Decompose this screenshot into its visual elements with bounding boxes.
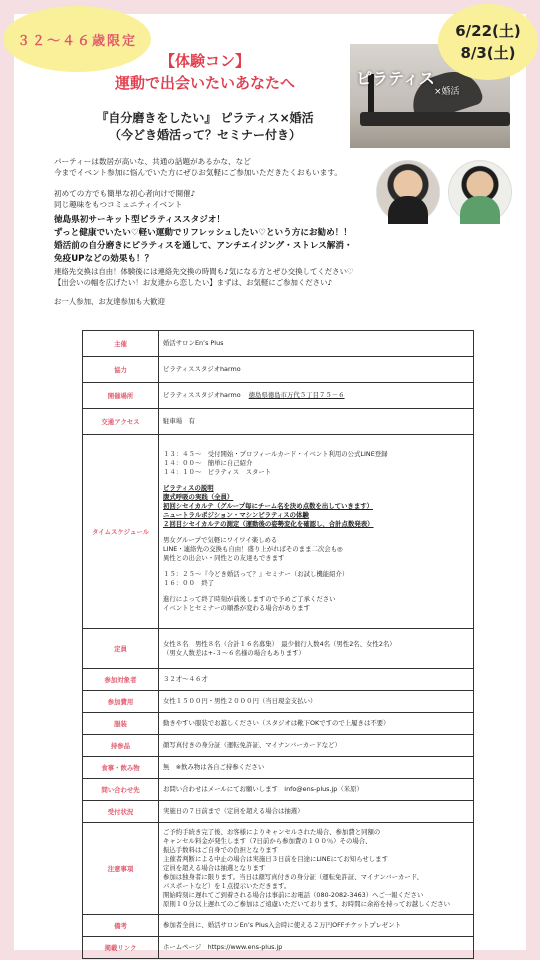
table-row	[83, 383, 474, 409]
title-line-1: 【体験コン】	[159, 52, 250, 70]
photo-caption: ピラティス	[356, 69, 435, 88]
caution-line: キャンセル料金が発生します（7日前から参加費の１００％）その場合、	[163, 837, 372, 845]
intro-line: パーティーは数居が高いな、共通の話題があるかな、など	[54, 157, 251, 166]
table-row	[83, 735, 474, 757]
event-date-1: 6/22(土)	[455, 22, 521, 40]
schedule-item: １６：００ 終了	[163, 579, 215, 587]
caution-line: 主催者判断による中止の場合は実施日３日前を目途にLINEにてお知らせします	[163, 855, 388, 863]
capacity-header: 定員	[83, 629, 159, 669]
schedule-item: １５：２５～『今どき婚活って？』セミナー（お試し機能紹介）	[163, 570, 349, 578]
organizer-header: 主催	[83, 331, 159, 357]
intro-text	[54, 156, 374, 220]
highlight-line: 婚活前の自分磨きにピラティスを通して、アンチエイジング・ストレス解消・	[54, 241, 353, 251]
capacity-line: 女性８名 男性８名（合計１６名募集） 最少催行人数4名（男性2名、女性2名）	[163, 639, 396, 648]
remarks-value: 参加者全員に、婚活サロンEn’s Plus入会時に使える２万円OFFチケットプレゼント	[159, 915, 474, 937]
capacity-line: （男女人数差は+-３～６名様の場合もあります）	[163, 648, 305, 657]
contact-value: お問い合わせはメールにてお願いします info@ens-plus.jp（米原）	[159, 779, 474, 801]
homepage-link[interactable]: ホームページ https://www.ens-plus.jp	[159, 937, 474, 959]
schedule-item: イベントとセミナーの順番が変わる場合があります	[163, 604, 310, 612]
table-row	[83, 713, 474, 735]
remarks-header: 備考	[83, 915, 159, 937]
schedule-item: 異性との出会い・同性との友達もできます	[163, 554, 285, 562]
fee-header: 参加費用	[83, 691, 159, 713]
caution-value	[159, 823, 474, 915]
table-row	[83, 435, 474, 629]
access-value: 駐車場 有	[159, 409, 474, 435]
schedule-item: 進行によって終了時刻が前後しますので予めご了承ください	[163, 595, 336, 603]
items-header: 持参品	[83, 735, 159, 757]
caution-line: 振込手数料はご自身での負担となります	[163, 846, 279, 854]
link-header: 掲載リンク	[83, 937, 159, 959]
note-line: 【出会いの幅を広げたい！お友達から恋したい】まずは、お気軽にご参加ください♪	[54, 278, 333, 287]
table-row	[83, 823, 474, 915]
table-row	[83, 937, 474, 959]
staff-photo-2-body	[460, 196, 500, 224]
event-date-badge	[438, 4, 538, 80]
note-line: 連絡先交換は自由！体験後には連絡先交換の時間も♪気になる方とぜひ交換してください♡	[54, 267, 354, 276]
dress-value: 動きやすい服装でお越しください（スタジオは靴下OKですので上履きは不要）	[159, 713, 474, 735]
subtitle-line-2: （今どき婚活って？セミナー付き）	[108, 128, 301, 142]
table-row	[83, 629, 474, 669]
intro-paragraph-2	[54, 188, 374, 210]
schedule-item: ピラティスの説明	[163, 484, 214, 492]
event-date-2: 8/3(土)	[460, 44, 516, 62]
access-header: 交通アクセス	[83, 409, 159, 435]
caution-line: ご予約手続き完了後、お客様によりキャンセルされた場合、参加費と同額の	[163, 828, 381, 836]
reformer-machine	[360, 112, 510, 126]
food-value: 無 ※飲み物は各自ご持参ください	[159, 757, 474, 779]
intro-line: 今までイベント参加に悩んでいた方にぜひお気軽にご参加いただきたくおもいます。	[54, 168, 342, 177]
schedule-item: ニュートラルポジション・マシンピラティスの体験	[163, 511, 309, 519]
subtitle-line-1: 『自分磨きをしたい』 ピラティス×婚活	[96, 111, 314, 125]
welcome-note: お一人参加、お友達参加も大歓迎	[54, 297, 165, 306]
schedule-item: 腹式呼吸の実践（全員）	[163, 493, 234, 501]
caution-line: 定員を超える場合は抽選となります	[163, 864, 266, 872]
subtitle	[30, 110, 380, 144]
photo-caption-2: ×婚活	[434, 87, 460, 97]
table-row	[83, 357, 474, 383]
target-value: ３２才～４６才	[159, 669, 474, 691]
table-row	[83, 915, 474, 937]
schedule-value	[159, 435, 474, 629]
schedule-item: 初回シセイカルテ（グループ毎にチーム名を決め点数を出していきます）	[163, 502, 373, 510]
deadline-header: 受付状況	[83, 801, 159, 823]
venue-name: ピラティススタジオharmo	[163, 391, 241, 399]
caution-line: パスポートなど）を１点提示いただきます。	[163, 882, 291, 890]
contact-exchange-note	[54, 266, 454, 288]
dress-header: 服装	[83, 713, 159, 735]
venue-value	[159, 383, 474, 409]
fee-value: 女性１５００円・男性２０００円（当日現金支払い）	[159, 691, 474, 713]
caution-line: 原則１０分以上遅れてのご参加はご遠慮いただいております。お時間に余裕を持ってお越しください	[163, 900, 451, 908]
caution-header: 注意事項	[83, 823, 159, 915]
venue-address: 徳島県徳島市万代５丁目７５－６	[248, 391, 345, 399]
event-info-table	[82, 330, 474, 959]
caution-line: 開始時刻に遅れてご到着される場合は事前にお電話（080-2082-3463）へご一報ください	[163, 891, 424, 899]
schedule-item: １３：４５～ 受付開始・プロフィールカード・イベント利用の公式LINE登録	[163, 450, 388, 458]
table-row	[83, 779, 474, 801]
cooperation-header: 協力	[83, 357, 159, 383]
highlight-line: 免疫UPなどの効果も！？	[54, 254, 154, 264]
capacity-value	[159, 629, 474, 669]
schedule-item: ２回目シセイカルテの測定（運動後の姿勢変化を確認し、合計点数発表）	[163, 520, 374, 528]
target-header: 参加対象者	[83, 669, 159, 691]
deadline-value: 実施日の７日前まで（定員を超える場合は抽選）	[159, 801, 474, 823]
table-row	[83, 801, 474, 823]
title-line-2: 運動で出会いたいあなたへ	[114, 74, 295, 92]
contact-header: 問い合わせ先	[83, 779, 159, 801]
schedule-item: １４：００～ 簡単に自己紹介	[163, 459, 253, 467]
caution-line: 参加は独身者に限ります。当日は顔写真付きの身分証（運転免許証、マイナンバーカード、	[163, 873, 423, 881]
highlight-text	[54, 214, 424, 266]
highlight-line: 徳島県初サーキット型ピラティススタジオ！	[54, 215, 226, 225]
schedule-item: LINE・連絡先の交換も自由！盛り上がればそのまま二次会も◎	[163, 545, 343, 553]
table-row	[83, 409, 474, 435]
organizer-value: 婚活サロンEn’s Plus	[159, 331, 474, 357]
age-limit-badge: ３２～４６歳限定	[3, 6, 151, 72]
table-row	[83, 669, 474, 691]
schedule-item: １４：１０～ ピラティス スタート	[163, 468, 272, 476]
table-row	[83, 691, 474, 713]
schedule-item: 男女グループで気軽にワイワイ楽しめる	[163, 536, 278, 544]
highlight-line: ずっと健康でいたい♡軽い運動でリフレッシュしたい♡という方にお勧め！！	[54, 228, 352, 238]
table-row	[83, 757, 474, 779]
schedule-header: タイムスケジュール	[83, 435, 159, 629]
table-row	[83, 331, 474, 357]
intro-line: 同じ趣味をもつコミュニティイベント	[54, 200, 183, 209]
items-value: 顔写真付きの身分証（運転免許証、マイナンバーカードなど）	[159, 735, 474, 757]
intro-paragraph-1	[54, 156, 374, 178]
venue-header: 開催場所	[83, 383, 159, 409]
food-header: 食事・飲み物	[83, 757, 159, 779]
cooperation-value: ピラティススタジオharmo	[159, 357, 474, 383]
intro-line: 初めての方でも簡単な初心者向けで開催♪	[54, 189, 196, 198]
